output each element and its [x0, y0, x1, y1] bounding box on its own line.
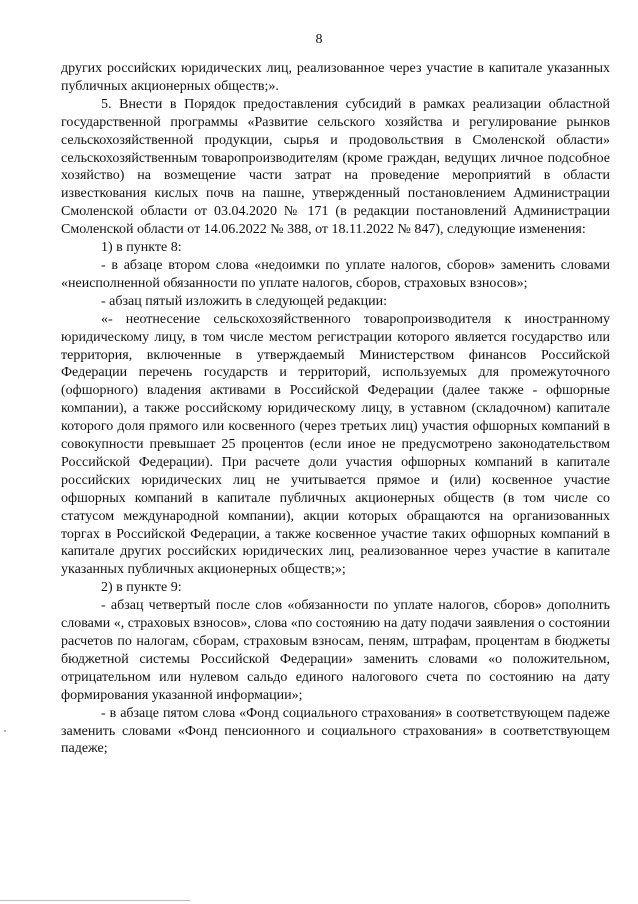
- paragraph-subitem-2: 2) в пункте 9:: [101, 580, 182, 596]
- paragraph-amendment-1: - в абзаце втором слова «недоимки по уплате налогов, сборов» заменить словами «неисполненной обязанности по уплате налогов, сборов, страховых взносов»;: [61, 257, 610, 291]
- document-body: [61, 60, 610, 758]
- page-number: 8: [315, 32, 323, 47]
- paragraph-amendment-3: - абзац четвертый после слов «обязанности по уплате налогов, сборов» дополнить словами «, страховых взносов», слова «по состоянию на дату подачи заявления о состоянии расчетов по налогам, сборам, страховым взносам, пеням, штрафам, процентам в бюджеты бюджетной системы Российской Федерации» заменить словами «о положительном, отрицательном или нулевом сальдо единого налогового счета по состоянию на дату формирования указанной информации»;: [61, 598, 610, 703]
- scan-speck: [4, 730, 6, 732]
- paragraph-amendment-4: - в абзаце пятом слова «Фонд социального страхования» в соответствующем падеже заменить словами «Фонд пенсионного и социального страхования» в соответствующем падеже;: [61, 705, 610, 757]
- paragraph-subitem-1: 1) в пункте 8:: [101, 240, 182, 256]
- paragraph-new-text: «- неотнесение сельскохозяйственного товаропроизводителя к иностранному юридическому лицу, в том числе местом регистрации которого является государство или территория, включенные в утверждаемый Министерством финансов Российской Федерации перечень государств и территорий, используемых для промежуточного (офшорного) владения активами в Российской Федерации (далее также - офшорные компании), а также российскому юридическому лицу, в уставном (складочном) капитале которого доля прямого или косвенного (через третьих лиц) участия офшорных компаний в совокупности превышает 25 процентов (если иное не предусмотрено законодательством Российской Федерации). При расчете доли участия офшорных компаний в капитале российских юридических лиц не учитывается прямое и (или) косвенное участие офшорных компаний в капитале публичных акционерных обществ (в том числе со статусом международной компании), акции которых обращаются на организованных торгах в Российской Федерации, а также косвенное участие таких офшорных компаний в капитале других российских юридических лиц, реализованное через участие в капитале указанных публичных акционерных обществ;»;: [61, 311, 610, 578]
- footer-rule: [0, 900, 190, 901]
- paragraph-amendment-2: - абзац пятый изложить в следующей редакции:: [101, 293, 387, 309]
- paragraph-item-5: 5. Внести в Порядок предоставления субсидий в рамках реализации областной государственной программы «Развитие сельского хозяйства и регулирование рынков сельскохозяйственной продукции, сырья и продовольствия в Смоленской области» сельскохозяйственным товаропроизводителям (кроме граждан, ведущих личное подсобное хозяйство) на возмещение части затрат на проведение мероприятий в области известкования кислых почв на пашне, утвержденный постановлением Администрации Смоленской области от 03.04.2020 № 171 (в редакции постановлений Администрации Смоленской области от 14.06.2022 № 388, от 18.11.2022 № 847), следующие изменения:: [61, 96, 610, 238]
- paragraph-continuation: других российских юридических лиц, реализованное через участие в капитале указанных публичных акционерных обществ;».: [61, 61, 610, 94]
